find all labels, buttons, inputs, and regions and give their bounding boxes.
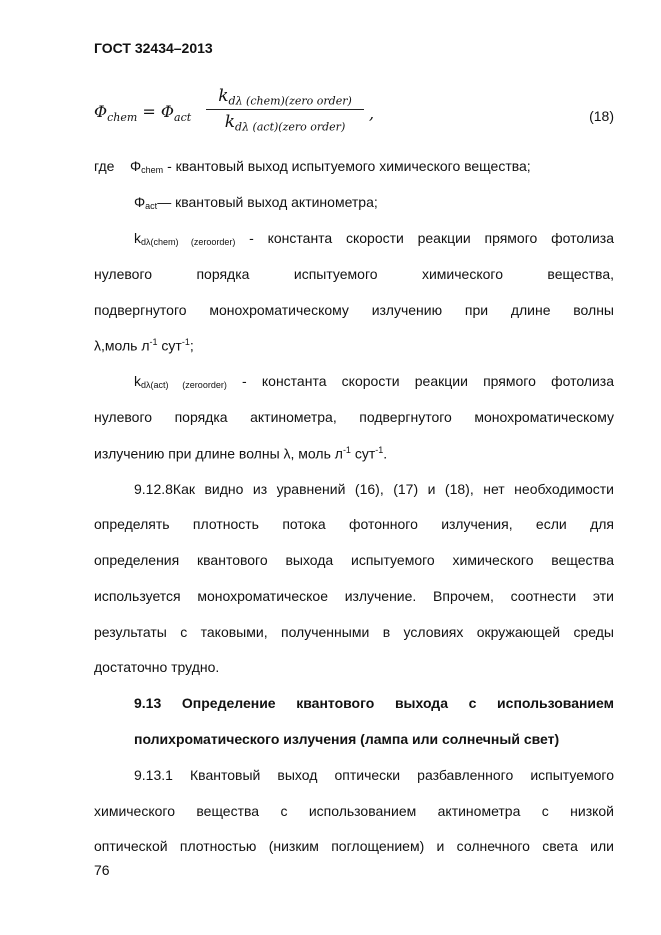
text-line: используется монохроматическое излучение. Впрочем, соотнести эти bbox=[94, 588, 614, 604]
page-number: 76 bbox=[94, 862, 110, 878]
text-line: результаты с таковыми, полученными в условиях окружающей среды bbox=[94, 624, 614, 640]
text-line: подвергнутого монохроматическому излучению при длине волны bbox=[94, 302, 614, 318]
subscript: act bbox=[174, 111, 192, 125]
paragraph-9-12-8: 9.12.8Как видно из уравнений (16), (17) и (18), нет необходимости bbox=[134, 481, 614, 497]
phi-symbol: Φ bbox=[94, 102, 108, 121]
fraction-numerator: $k_{d\lambda (chem)(zero order)}$ bbox=[206, 86, 364, 110]
text-line: излучению при длине волны λ, моль $л^{-1}$ сут$^{-1}$. bbox=[94, 445, 388, 462]
section-heading-9-13-cont: полихроматического излучения (лампа или солнечный свет) bbox=[134, 731, 560, 747]
text-line: достаточно трудно. bbox=[94, 659, 220, 675]
definition-phi-chem: где $\Phi_{chem}$ - квантовый выход испытуемого химического вещества; bbox=[94, 158, 531, 175]
equation-18 bbox=[94, 86, 614, 146]
equation-comma: , bbox=[369, 104, 375, 123]
equation-number: (18) bbox=[589, 108, 614, 124]
definition-phi-act: $\Phi_{act}—$ квантовый выход актинометра; bbox=[134, 194, 378, 211]
text-line: нулевого порядка испытуемого химического вещества, bbox=[94, 266, 614, 282]
section-heading-9-13: 9.13 Определение квантового выхода с использованием bbox=[134, 695, 614, 711]
equation-fraction bbox=[206, 86, 364, 134]
text-line: оптической плотностью (низким поглощением) и солнечного света или bbox=[94, 838, 614, 854]
text-line: λ,моль $л^{-1}$ сут$^{-1}$; bbox=[94, 337, 194, 354]
text-line: химического вещества с использованием актинометра с низкой bbox=[94, 803, 614, 819]
equals-sign: = bbox=[142, 102, 156, 121]
paragraph-9-13-1: 9.13.1 Квантовый выход оптически разбавленного испытуемого bbox=[134, 767, 614, 783]
definition-k-act: $k_{d\lambda(act) (zeroorder)}$ - константа скорости реакции прямого фотолиза bbox=[134, 373, 614, 390]
text-line: нулевого порядка актинометра, подвергнутого монохроматическому bbox=[94, 409, 614, 425]
phi-symbol: Φ bbox=[160, 102, 175, 121]
fraction-denominator: $k_{d\lambda (act)(zero order)}$ bbox=[224, 112, 346, 134]
text-line: определения квантового выхода испытуемого химического вещества bbox=[94, 552, 614, 568]
equation-lhs bbox=[94, 102, 191, 124]
text-line: определять плотность потока фотонного излучения, если для bbox=[94, 516, 614, 532]
subscript: chem bbox=[107, 111, 138, 125]
definition-k-chem: $k_{d\lambda(chem) (zeroorder)}$ - константа скорости реакции прямого фотолиза bbox=[134, 230, 614, 247]
document-header: ГОСТ 32434–2013 bbox=[94, 40, 213, 56]
